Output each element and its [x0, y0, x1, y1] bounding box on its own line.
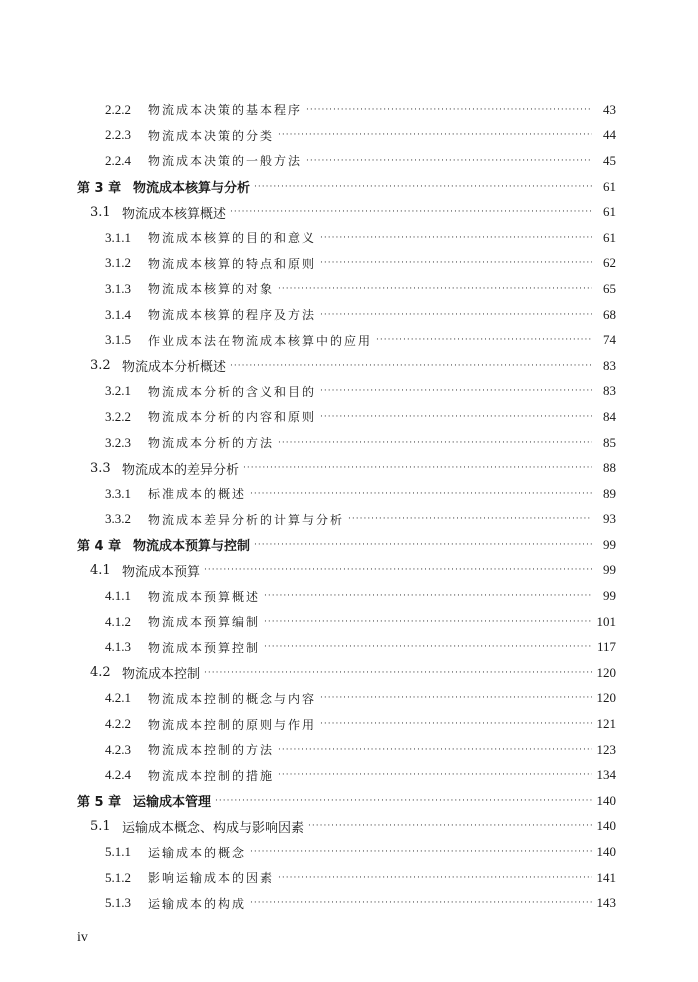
- toc-entry-title: 物流成本决策的基本程序: [148, 103, 303, 118]
- toc-entry-section: [0, 814, 616, 840]
- toc-entry-number: 5.1.2: [105, 869, 131, 885]
- toc-entry-number: 3.1.4: [105, 306, 131, 322]
- toc-entry-title: 物流成本预算概述: [148, 589, 261, 604]
- toc-entry-page: 120: [596, 690, 616, 706]
- table-of-contents: [0, 97, 698, 916]
- toc-entry-page: 83: [603, 383, 616, 399]
- dot-leader: [264, 591, 592, 601]
- toc-entry-sub: [0, 583, 616, 609]
- toc-entry-number: 4.2.2: [105, 716, 131, 732]
- toc-entry-title: 物流成本分析的含义和目的: [148, 384, 317, 399]
- toc-entry-sub: [0, 430, 616, 456]
- toc-entry-page: 134: [596, 767, 616, 783]
- toc-entry-page: 143: [596, 895, 616, 911]
- toc-entry-number: 5.1.3: [105, 895, 131, 911]
- dot-leader: [376, 335, 592, 345]
- toc-entry-number: 3.3.1: [105, 485, 131, 501]
- toc-entry-sub: [0, 481, 616, 507]
- toc-entry-number: 3.1.3: [105, 280, 131, 296]
- toc-entry-chapter: [0, 532, 616, 558]
- toc-entry-page: 117: [596, 639, 616, 655]
- dot-leader: [243, 463, 592, 473]
- toc-entry-sub: [0, 890, 616, 916]
- dot-leader: [254, 540, 592, 550]
- toc-entry-number: 3.1.2: [105, 255, 131, 271]
- toc-entry-title: 物流成本控制的方法: [148, 743, 275, 758]
- toc-entry-page: 74: [603, 332, 616, 348]
- toc-entry-number: 3.3: [90, 460, 111, 476]
- toc-entry-title: 影响运输成本的因素: [148, 871, 275, 886]
- toc-entry-sub: [0, 148, 616, 174]
- toc-entry-title: 物流成本分析的内容和原则: [148, 410, 317, 425]
- toc-entry-number: 5.1.1: [105, 844, 131, 860]
- toc-entry-sub: [0, 225, 616, 251]
- toc-entry-sub: [0, 379, 616, 405]
- toc-entry-section: [0, 353, 616, 379]
- toc-entry-number: 4.1.3: [105, 639, 131, 655]
- toc-entry-page: 101: [596, 613, 616, 629]
- toc-entry-sub: [0, 302, 616, 328]
- toc-entry-sub: [0, 634, 616, 660]
- toc-entry-sub: [0, 762, 616, 788]
- dot-leader: [250, 847, 592, 857]
- dot-leader: [230, 207, 592, 217]
- dot-leader: [320, 719, 592, 729]
- toc-entry-title: 物流成本预算控制: [148, 640, 261, 655]
- dot-leader: [306, 105, 592, 115]
- dot-leader: [278, 770, 592, 780]
- dot-leader: [250, 489, 592, 499]
- dot-leader: [278, 284, 592, 294]
- toc-entry-page: 99: [603, 562, 616, 578]
- toc-entry-page: 61: [603, 204, 616, 220]
- toc-entry-number: 3.1.1: [105, 229, 131, 245]
- toc-entry-title: 物流成本分析的方法: [148, 436, 275, 451]
- toc-entry-number: 3.2.1: [105, 383, 131, 399]
- toc-entry-page: 140: [596, 792, 616, 808]
- toc-entry-title: 物流成本核算的目的和意义: [148, 231, 317, 246]
- toc-entry-title: 物流成本核算与分析: [133, 181, 251, 197]
- toc-entry-number: 第 4 章: [77, 539, 122, 555]
- toc-entry-page: 89: [603, 485, 616, 501]
- toc-entry-title: 物流成本控制: [122, 667, 201, 683]
- toc-entry-title: 运输成本概念、构成与影响因素: [122, 820, 305, 836]
- toc-entry-title: 物流成本预算与控制: [133, 539, 251, 555]
- dot-leader: [278, 873, 592, 883]
- toc-entry-page: 99: [603, 536, 616, 552]
- toc-entry-section: [0, 199, 616, 225]
- toc-entry-chapter: [0, 788, 616, 814]
- dot-leader: [278, 438, 592, 448]
- dot-leader: [308, 821, 592, 831]
- toc-entry-sub: [0, 609, 616, 635]
- toc-entry-number: 第 3 章: [77, 181, 122, 197]
- toc-entry-page: 45: [603, 152, 616, 168]
- dot-leader: [254, 182, 592, 192]
- toc-entry-title: 物流成本决策的一般方法: [148, 154, 303, 169]
- toc-entry-sub: [0, 97, 616, 123]
- toc-entry-number: 4.1: [90, 562, 111, 578]
- toc-entry-title: 物流成本控制的概念与内容: [148, 691, 317, 706]
- toc-entry-title: 物流成本核算概述: [122, 206, 227, 222]
- toc-entry-title: 物流成本控制的原则与作用: [148, 717, 317, 732]
- dot-leader: [204, 565, 592, 575]
- toc-entry-sub: [0, 686, 616, 712]
- dot-leader: [320, 412, 592, 422]
- toc-entry-sub: [0, 327, 616, 353]
- toc-entry-page: 121: [596, 716, 616, 732]
- toc-entry-title: 物流成本控制的措施: [148, 768, 275, 783]
- toc-entry-page: 83: [603, 357, 616, 373]
- toc-entry-number: 2.2.2: [105, 101, 131, 117]
- dot-leader: [320, 386, 592, 396]
- toc-entry-sub: [0, 865, 616, 891]
- toc-entry-title: 物流成本预算: [122, 564, 201, 580]
- toc-entry-page: 84: [603, 408, 616, 424]
- toc-entry-page: 85: [603, 434, 616, 450]
- toc-entry-number: 4.1.1: [105, 588, 131, 604]
- toc-entry-page: 123: [596, 741, 616, 757]
- toc-entry-page: 141: [596, 869, 616, 885]
- toc-entry-number: 3.1.5: [105, 332, 131, 348]
- toc-entry-chapter: [0, 174, 616, 200]
- toc-entry-title: 运输成本的构成: [148, 896, 247, 911]
- toc-entry-number: 3.3.2: [105, 511, 131, 527]
- toc-entry-title: 物流成本核算的对象: [148, 282, 275, 297]
- toc-entry-title: 运输成本管理: [133, 795, 212, 811]
- toc-entry-page: 99: [603, 588, 616, 604]
- toc-entry-number: 3.2.3: [105, 434, 131, 450]
- dot-leader: [320, 693, 592, 703]
- toc-entry-title: 物流成本核算的程序及方法: [148, 308, 317, 323]
- toc-entry-number: 4.2.1: [105, 690, 131, 706]
- dot-leader: [320, 310, 592, 320]
- toc-entry-sub: [0, 276, 616, 302]
- dot-leader: [215, 796, 592, 806]
- toc-entry-number: 3.2: [90, 358, 111, 374]
- toc-entry-title: 作业成本法在物流成本核算中的应用: [148, 333, 373, 348]
- page-number-folio: iv: [77, 930, 88, 945]
- toc-entry-sub: [0, 404, 616, 430]
- toc-entry-number: 3.1: [90, 204, 111, 220]
- dot-leader: [230, 361, 592, 371]
- dot-leader: [320, 258, 592, 268]
- dot-leader: [264, 617, 592, 627]
- toc-entry-page: 44: [603, 127, 616, 143]
- dot-leader: [320, 233, 592, 243]
- dot-leader: [264, 642, 592, 652]
- dot-leader: [204, 668, 592, 678]
- toc-entry-page: 62: [603, 255, 616, 271]
- dot-leader: [306, 156, 592, 166]
- toc-entry-section: [0, 558, 616, 584]
- toc-entry-sub: [0, 123, 616, 149]
- toc-entry-page: 140: [596, 818, 616, 834]
- dot-leader: [278, 745, 592, 755]
- toc-entry-page: 88: [603, 460, 616, 476]
- toc-entry-title: 物流成本决策的分类: [148, 128, 275, 143]
- toc-entry-number: 4.2.4: [105, 767, 131, 783]
- toc-entry-title: 运输成本的概念: [148, 845, 247, 860]
- toc-entry-title: 标准成本的概述: [148, 487, 247, 502]
- toc-entry-title: 物流成本的差异分析: [122, 462, 240, 478]
- toc-entry-sub: [0, 737, 616, 763]
- toc-entry-number: 2.2.3: [105, 127, 131, 143]
- toc-entry-number: 2.2.4: [105, 152, 131, 168]
- toc-entry-sub: [0, 251, 616, 277]
- toc-entry-sub: [0, 507, 616, 533]
- toc-entry-title: 物流成本差异分析的计算与分析: [148, 512, 345, 527]
- toc-entry-page: 140: [596, 844, 616, 860]
- toc-entry-page: 61: [603, 178, 616, 194]
- toc-entry-title: 物流成本分析概述: [122, 360, 227, 376]
- toc-entry-number: 4.2: [90, 665, 111, 681]
- toc-entry-page: 61: [603, 229, 616, 245]
- toc-entry-number: 第 5 章: [77, 795, 122, 811]
- toc-entry-title: 物流成本预算编制: [148, 615, 261, 630]
- toc-entry-page: 93: [603, 511, 616, 527]
- toc-entry-number: 3.2.2: [105, 408, 131, 424]
- toc-entry-section: [0, 660, 616, 686]
- toc-entry-sub: [0, 711, 616, 737]
- toc-entry-title: 物流成本核算的特点和原则: [148, 256, 317, 271]
- toc-entry-page: 43: [603, 101, 616, 117]
- toc-entry-number: 4.2.3: [105, 741, 131, 757]
- toc-entry-page: 68: [603, 306, 616, 322]
- toc-entry-sub: [0, 839, 616, 865]
- toc-entry-page: 120: [596, 664, 616, 680]
- toc-entry-page: 65: [603, 280, 616, 296]
- toc-entry-section: [0, 455, 616, 481]
- dot-leader: [250, 898, 592, 908]
- toc-entry-number: 4.1.2: [105, 613, 131, 629]
- dot-leader: [348, 514, 592, 524]
- toc-entry-number: 5.1: [90, 818, 111, 834]
- dot-leader: [278, 130, 592, 140]
